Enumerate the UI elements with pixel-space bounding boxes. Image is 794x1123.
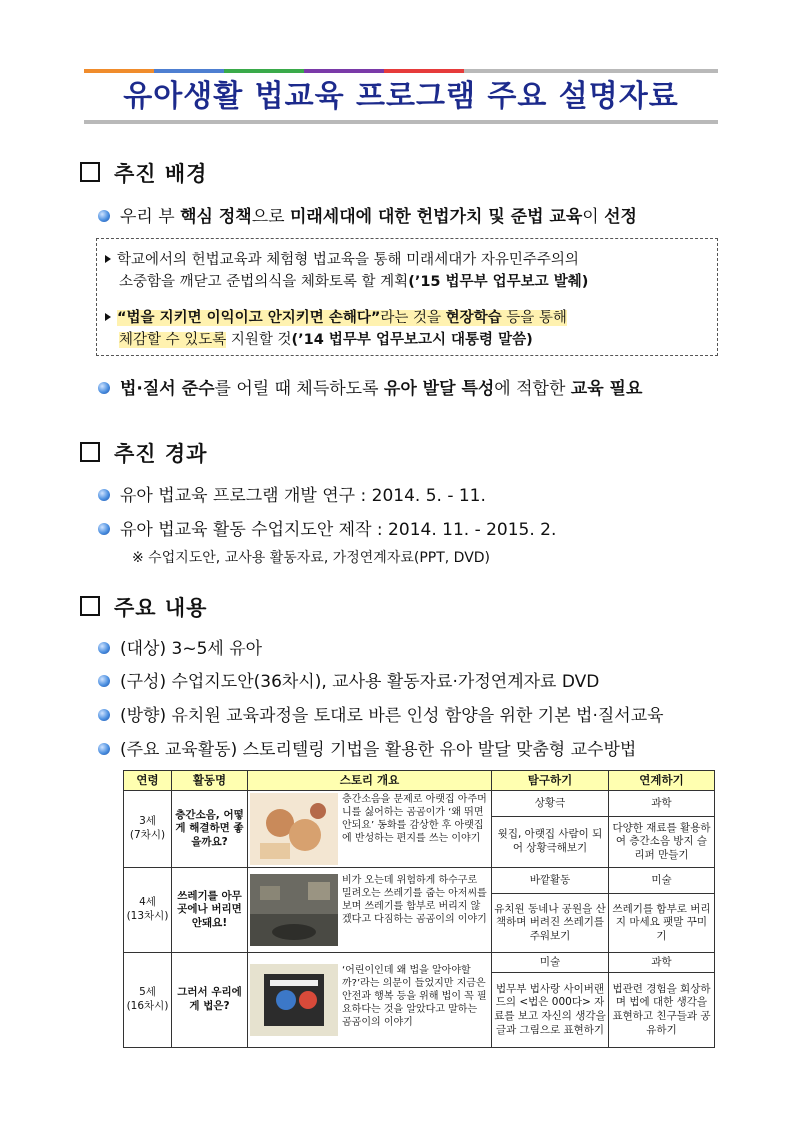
age-cell: 3세 (7차시) [124,791,172,868]
explore-type-cell: 상황극 [492,791,609,817]
blue-bullet-icon [98,523,110,535]
checkbox-square-icon [80,442,100,462]
bullet-content-2: (구성) 수업지도안(36차시), 교사용 활동자료·가정연계자료 DVD [98,667,599,692]
link-type-cell: 과학 [609,953,715,973]
bullet-progress-1: 유아 법교육 프로그램 개발 연구 : 2014. 5. - 11. [98,481,486,506]
link-cell: 쓰레기를 함부로 버리지 마세요 팻말 꾸미기 [609,894,715,953]
header-link: 연계하기 [609,771,715,791]
checkbox-square-icon [80,162,100,182]
header-activity: 활동명 [172,771,248,791]
activity-cell: 쓰레기를 아무 곳에나 버리면 안돼요! [172,868,248,953]
quote-line-3: “법을 지키면 이익이고 안지키면 손해다”라는 것을 현장학습 등을 통해 [105,306,567,327]
header-story: 스토리 개요 [248,771,492,791]
bullet-content-3: (방향) 유치원 교육과정을 토대로 바른 인성 함양을 위한 기본 법·질서교육 [98,701,664,726]
table-header-row [124,771,715,791]
blue-bullet-icon [98,675,110,687]
section-heading-progress: 추진 경과 [80,438,207,468]
blue-bullet-icon [98,210,110,222]
progress-note: ※ 수업지도안, 교사용 활동자료, 가정연계자료(PPT, DVD) [132,550,491,566]
bullet-law-order: 법·질서 준수를 어릴 때 체득하도록 유아 발달 특성에 적합한 교육 필요 [98,374,642,399]
triangle-bullet-icon [105,255,111,263]
title-top-rule [84,69,718,73]
link-type-cell: 미술 [609,868,715,894]
link-cell: 다양한 재료를 활용하여 층간소음 방지 슬리퍼 만들기 [609,817,715,868]
link-cell: 법관련 경험을 회상하며 법에 대한 생각을 표현하고 친구들과 공유하기 [609,973,715,1048]
activity-cell: 층간소음, 어떻게 해결하면 좋을까요? [172,791,248,868]
explore-cell: 법무부 법사랑 사이버랜드의 <법은 000다> 자료를 보고 자신의 생각을 글과 그림으로 표현하기 [492,973,609,1048]
program-table [123,770,715,1048]
age-cell: 5세 (16차시) [124,953,172,1048]
explore-cell: 유치원 동네나 공원을 산책하며 버려진 쓰레기를 주워보기 [492,894,609,953]
explore-cell: 윗집, 아랫집 사람이 되어 상황극해보기 [492,817,609,868]
table-row [124,953,715,973]
header-age: 연령 [124,771,172,791]
quote-line-2: 소중함을 깨닫고 준법의식을 체화토록 할 계획(’15 법무부 업무보고 발췌) [119,274,589,290]
quote-line-1: 학교에서의 헌법교육과 체험형 법교육을 통해 미래세대가 자유민주주의의 [105,248,579,269]
triangle-bullet-icon [105,313,111,321]
story-photo-image [250,874,338,946]
blue-bullet-icon [98,489,110,501]
bullet-content-4: (주요 교육활동) 스토리텔링 기법을 활용한 유아 발달 맞춤형 교수방법 [98,735,636,760]
explore-type-cell: 바깥활동 [492,868,609,894]
quote-line-4: 체감할 수 있도록 지원할 것(’14 법무부 업무보고시 대통령 말씀) [119,332,533,348]
activity-cell: 그러서 우리에게 법은? [172,953,248,1048]
age-cell: 4세 (13차시) [124,868,172,953]
table-row [124,868,715,894]
story-cell: 비가 오는데 위험하게 하수구로 밀려오는 쓰레기를 줍는 아저씨를 보며 쓰레기를 함부로 버리지 않겠다고 다짐하는 곰곰이의 이야기 [248,868,492,953]
title-bottom-rule [84,120,718,124]
checkbox-square-icon [80,596,100,616]
story-cell: 층간소음을 문제로 아랫집 아주머니를 싫어하는 곰곰이가 ‘왜 뛰면 안되요’ 동화를 감상한 후 아랫집에 반성하는 편지를 쓰는 이야기 [248,791,492,868]
header-explore: 탐구하기 [492,771,609,791]
link-type-cell: 과학 [609,791,715,817]
section-heading-content: 주요 내용 [80,592,207,622]
blue-bullet-icon [98,642,110,654]
bullet-policy: 우리 부 핵심 정책으로 미래세대에 대한 헌법가치 및 준법 교육이 선정 [98,202,637,227]
section-heading-background: 추진 배경 [80,158,207,188]
bullet-progress-2: 유아 법교육 활동 수업지도안 제작 : 2014. 11. - 2015. 2. [98,515,556,540]
page-title: 유아생활 법교육 프로그램 주요 설명자료 [123,79,679,114]
story-illustration-image [250,793,338,865]
bullet-content-1: (대상) 3~5세 유아 [98,634,262,659]
blue-bullet-icon [98,743,110,755]
explore-type-cell: 미술 [492,953,609,973]
table-row [124,791,715,817]
quote-box [96,238,718,356]
story-cell: ‘어린이인데 왜 법을 알아야할까?’라는 의문이 들었지만 지금은 안전과 행복 등을 위해 법이 꼭 필요하다는 것을 알았다고 말하는 곰곰이의 이야기 [248,953,492,1048]
story-screen-image [250,964,338,1036]
blue-bullet-icon [98,709,110,721]
blue-bullet-icon [98,382,110,394]
